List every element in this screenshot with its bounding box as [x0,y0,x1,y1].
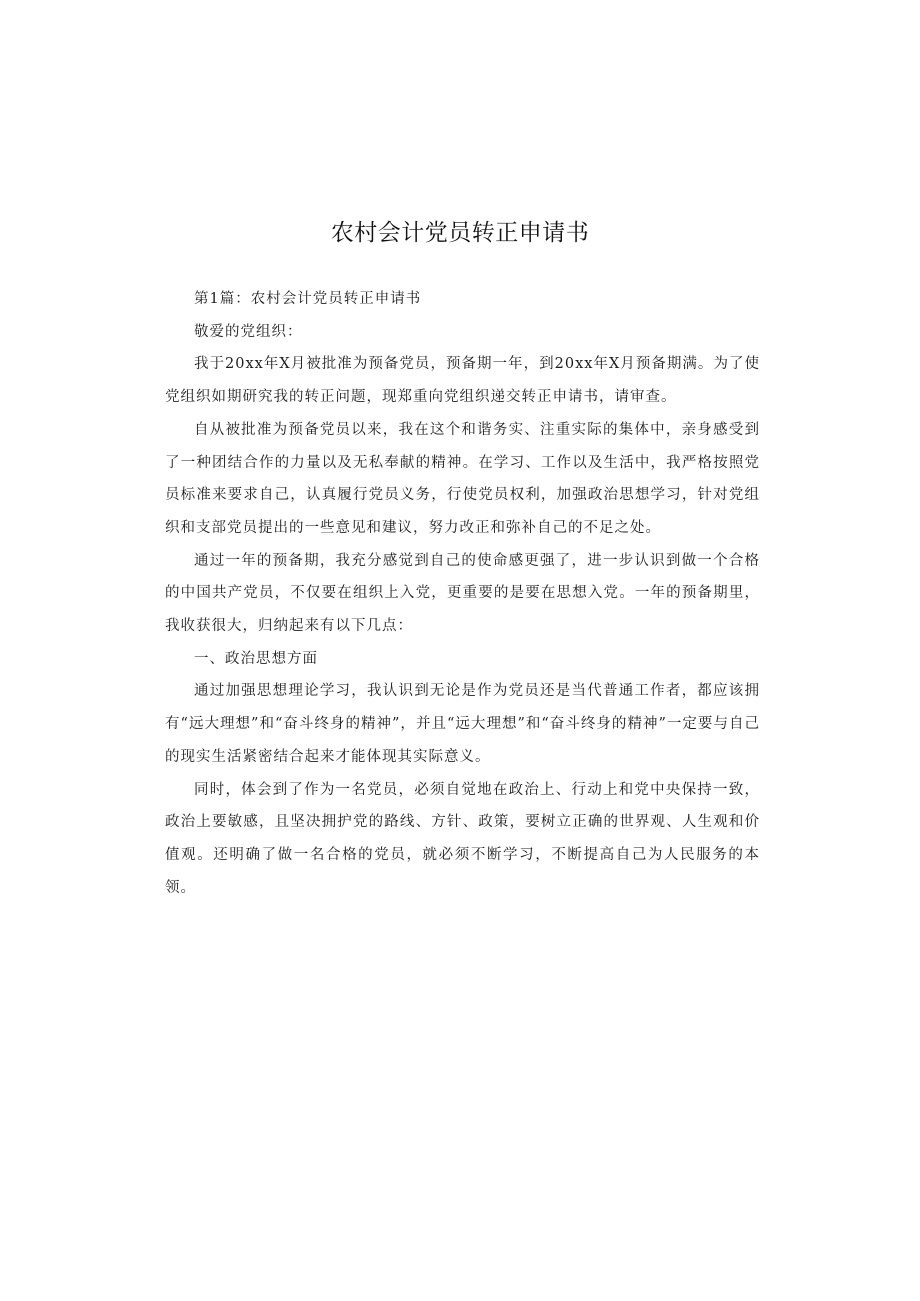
paragraph-section-heading: 第1篇：农村会计党员转正申请书 [194,291,422,307]
paragraph-theory-study: 通过加强思想理论学习，我认识到无论是作为党员还是当代普通工作者，都应该拥有“远大理想”和“奋斗终身的精神”，并且“远大理想”和“奋斗终身的精神”一定要与自己的现实生活紧密结合起来才能体现其实际意义。 [165,683,760,765]
paragraph-subheading-political: 一、政治思想方面 [194,650,318,667]
paragraph-experience: 自从被批准为预备党员以来，我在这个和谐务实、注重实际的集体中，亲身感受到了一种团结合作的力量以及无私奉献的精神。在学习、工作以及生活中，我严格按照党员标准来要求自己，认真履行党员义务，行使党员权利，加强政治思想学习，针对党组织和支部党员提出的一些意见和建议，努力改正和弥补自己的不足之处。 [165,421,760,536]
paragraph-salutation: 敬爱的党组织： [194,323,303,340]
paragraph-political-alignment: 同时，体会到了作为一名党员，必须自觉地在政治上、行动上和党中央保持一致，政治上要敏感，且坚决拥护党的路线、方针、政策，要树立正确的世界观、人生观和价值观。还明确了做一名合格的党员，就必须不断学习，不断提高自己为人民服务的本领。 [165,781,760,896]
document-title: 农村会计党员转正申请书 [330,220,590,246]
document-body [165,283,760,904]
paragraph-summary: 通过一年的预备期，我充分感觉到自己的使命感更强了，进一步认识到做一个合格的中国共产党员，不仅要在组织上入党，更重要的是要在思想入党。一年的预备期里，我收获很大，归纳起来有以下几点： [165,552,760,635]
paragraph-intro: 我于20xx年X月被批准为预备党员，预备期一年，到20xx年X月预备期满。为了使党组织如期研究我的转正问题，现郑重向党组织递交转正申请书，请审查。 [165,356,760,406]
